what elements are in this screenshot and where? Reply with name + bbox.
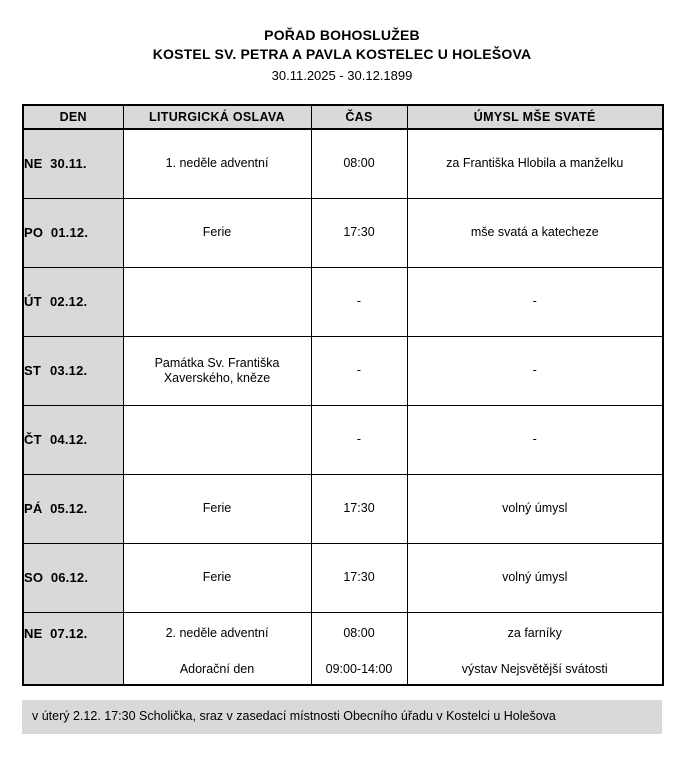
- table-row: [23, 655, 663, 685]
- day-of-week: PO: [24, 225, 51, 240]
- table-header-row: [23, 105, 663, 129]
- table-row: [23, 612, 663, 655]
- day-cell: [23, 405, 123, 474]
- day-date: 06.12.: [50, 570, 89, 585]
- day-of-week: ÚT: [24, 294, 50, 309]
- day-cell: [23, 612, 123, 655]
- intention-cell: volný úmysl: [407, 543, 663, 612]
- liturgy-cell: Památka Sv. Františka Xaverského, kněze: [123, 336, 311, 405]
- liturgy-cell: Ferie: [123, 198, 311, 267]
- church-name: KOSTEL SV. PETRA A PAVLA KOSTELEC U HOLEŠOVA: [152, 46, 532, 62]
- day-cell: [23, 198, 123, 267]
- intention-cell: za farníky: [407, 612, 663, 655]
- schedule-table: [22, 104, 664, 686]
- day-cell: [23, 267, 123, 336]
- day-of-week: NE: [24, 626, 51, 641]
- day-date: 07.12.: [50, 626, 88, 641]
- time-cell: 17:30: [311, 198, 407, 267]
- day-cell: [23, 336, 123, 405]
- table-row: [23, 129, 663, 198]
- table-row: [23, 267, 663, 336]
- day-date: 02.12.: [50, 294, 88, 309]
- time-cell: 17:30: [311, 543, 407, 612]
- table-body: [23, 129, 663, 685]
- table-row: [23, 543, 663, 612]
- document-header: [0, 0, 684, 86]
- page-title: POŘAD BOHOSLUŽEB: [264, 27, 420, 43]
- intention-cell: výstav Nejsvětější svátosti: [407, 655, 663, 685]
- time-cell: 08:00: [311, 612, 407, 655]
- time-cell: 17:30: [311, 474, 407, 543]
- table-row: [23, 405, 663, 474]
- intention-cell: za Františka Hlobila a manželku: [407, 129, 663, 198]
- day-cell: [23, 129, 123, 198]
- day-cell-continuation: [23, 655, 123, 685]
- liturgy-cell: [123, 267, 311, 336]
- intention-cell: -: [407, 405, 663, 474]
- day-date: 01.12.: [50, 225, 89, 240]
- day-of-week: SO: [24, 570, 51, 585]
- day-of-week: ČT: [24, 432, 50, 447]
- column-header-time: ČAS: [311, 105, 407, 129]
- day-date: 05.12.: [50, 501, 88, 516]
- time-cell: 09:00-14:00: [311, 655, 407, 685]
- column-header-intention: ÚMYSL MŠE SVATÉ: [407, 105, 663, 129]
- intention-cell: volný úmysl: [407, 474, 663, 543]
- liturgy-cell: Ferie: [123, 543, 311, 612]
- liturgy-cell: Ferie: [123, 474, 311, 543]
- time-cell: -: [311, 336, 407, 405]
- liturgy-cell: Adorační den: [123, 655, 311, 685]
- day-date: 03.12.: [50, 363, 88, 378]
- intention-cell: -: [407, 267, 663, 336]
- day-date: 30.11.: [50, 156, 87, 172]
- liturgy-cell: [123, 405, 311, 474]
- intention-cell: mše svatá a katecheze: [407, 198, 663, 267]
- intention-cell: -: [407, 336, 663, 405]
- table-row: [23, 198, 663, 267]
- day-date: 04.12.: [50, 432, 88, 447]
- day-of-week: PÁ: [24, 501, 51, 516]
- day-cell: [23, 474, 123, 543]
- day-cell: [23, 543, 123, 612]
- liturgy-cell: 2. neděle adventní: [123, 612, 311, 655]
- schedule-table-wrapper: [22, 104, 662, 686]
- table-header: [23, 105, 663, 129]
- table-row: [23, 336, 663, 405]
- column-header-day: DEN: [23, 105, 123, 129]
- day-of-week: NE: [24, 156, 51, 172]
- footer-note: v úterý 2.12. 17:30 Scholička, sraz v zasedací místnosti Obecního úřadu v Kostelci u Holešova: [22, 700, 662, 734]
- time-cell: -: [311, 267, 407, 336]
- date-range: 30.11.2025 - 30.12.1899: [271, 68, 413, 83]
- time-cell: 08:00: [311, 129, 407, 198]
- liturgy-cell: 1. neděle adventní: [123, 129, 311, 198]
- column-header-liturgy: LITURGICKÁ OSLAVA: [123, 105, 311, 129]
- table-row: [23, 474, 663, 543]
- time-cell: -: [311, 405, 407, 474]
- day-of-week: ST: [24, 363, 49, 378]
